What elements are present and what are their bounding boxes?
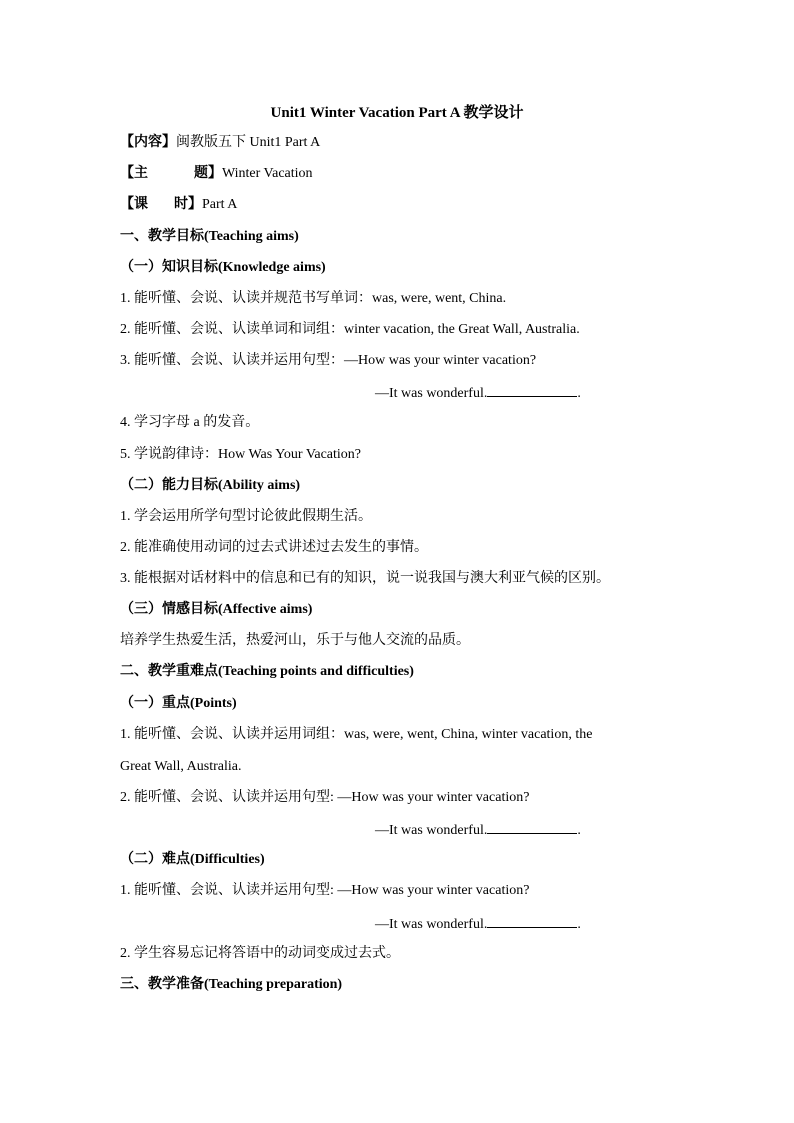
- period-label-end: 时】: [174, 197, 202, 212]
- ability-item-3: 3. 能根据对话材料中的信息和已有的知识，说一说我国与澳大利亚气候的区别。: [120, 571, 610, 586]
- difficulties-item-2: 2. 学生容易忘记将答语中的动词变成过去式。: [120, 946, 400, 961]
- knowledge-answer-line: [375, 383, 581, 403]
- ability-item-1: 1. 学会运用所学句型讨论彼此假期生活。: [120, 509, 372, 524]
- knowledge-item-1: 1. 能听懂、会说、认读并规范书写单词：was, were, went, China.: [120, 291, 507, 306]
- answer-period: .: [577, 917, 581, 932]
- answer-text: —It was wonderful.: [375, 386, 488, 401]
- theme-label-start: 【主: [120, 166, 148, 181]
- answer-blank: [487, 383, 577, 397]
- period-label-start: 【课: [120, 197, 148, 212]
- section-heading-aims: 一、教学目标(Teaching aims): [120, 229, 299, 244]
- points-answer-line: [375, 820, 581, 840]
- period-value: Part A: [202, 197, 238, 212]
- subheading-ability: （二）能力目标(Ability aims): [120, 478, 301, 493]
- theme-label-end: 题】: [194, 166, 222, 181]
- answer-period: .: [577, 823, 581, 838]
- points-item-1-line-1: 1. 能听懂、会说、认读并运用词组：was, were, went, China, winter vacation, the: [120, 727, 593, 742]
- section-heading-preparation: 三、教学准备(Teaching preparation): [120, 977, 343, 992]
- theme-line: [120, 165, 313, 183]
- affective-text: 培养学生热爱生活，热爱河山，乐于与他人交流的品质。: [120, 633, 470, 648]
- content-line: [120, 134, 320, 152]
- ability-item-2: 2. 能准确使用动词的过去式讲述过去发生的事情。: [120, 540, 428, 555]
- subheading-difficulties: （二）难点(Difficulties): [120, 852, 265, 867]
- document-title: Unit1 Winter Vacation Part A 教学设计: [270, 105, 524, 121]
- answer-text: —It was wonderful.: [375, 917, 488, 932]
- difficulties-answer-line: [375, 914, 581, 934]
- knowledge-item-2: 2. 能听懂、会说、认读单词和词组：winter vacation, the Great Wall, Australia.: [120, 322, 580, 337]
- answer-text: —It was wonderful.: [375, 823, 488, 838]
- content-value: 闽教版五下 Unit1 Part A: [176, 135, 321, 150]
- subheading-affective: （三）情感目标(Affective aims): [120, 602, 313, 617]
- points-item-2: 2. 能听懂、会说、认读并运用句型: —How was your winter vacation?: [120, 790, 530, 805]
- answer-period: .: [577, 386, 581, 401]
- answer-blank: [487, 914, 577, 928]
- theme-value: Winter Vacation: [222, 166, 313, 181]
- difficulties-item-1: 1. 能听懂、会说、认读并运用句型: —How was your winter vacation?: [120, 883, 530, 898]
- knowledge-item-5: 5. 学说韵律诗：How Was Your Vacation?: [120, 447, 362, 462]
- period-line: [120, 196, 237, 214]
- answer-blank: [487, 820, 577, 834]
- points-item-1-line-2: Great Wall, Australia.: [120, 759, 242, 774]
- subheading-knowledge: （一）知识目标(Knowledge aims): [120, 260, 326, 275]
- content-label: 【内容】: [120, 135, 176, 150]
- knowledge-item-4: 4. 学习字母 a 的发音。: [120, 415, 260, 430]
- knowledge-item-3: 3. 能听懂、会说、认读并运用句型：—How was your winter vacation?: [120, 353, 537, 368]
- subheading-points: （一）重点(Points): [120, 696, 237, 711]
- section-heading-points: 二、教学重难点(Teaching points and difficulties): [120, 664, 414, 679]
